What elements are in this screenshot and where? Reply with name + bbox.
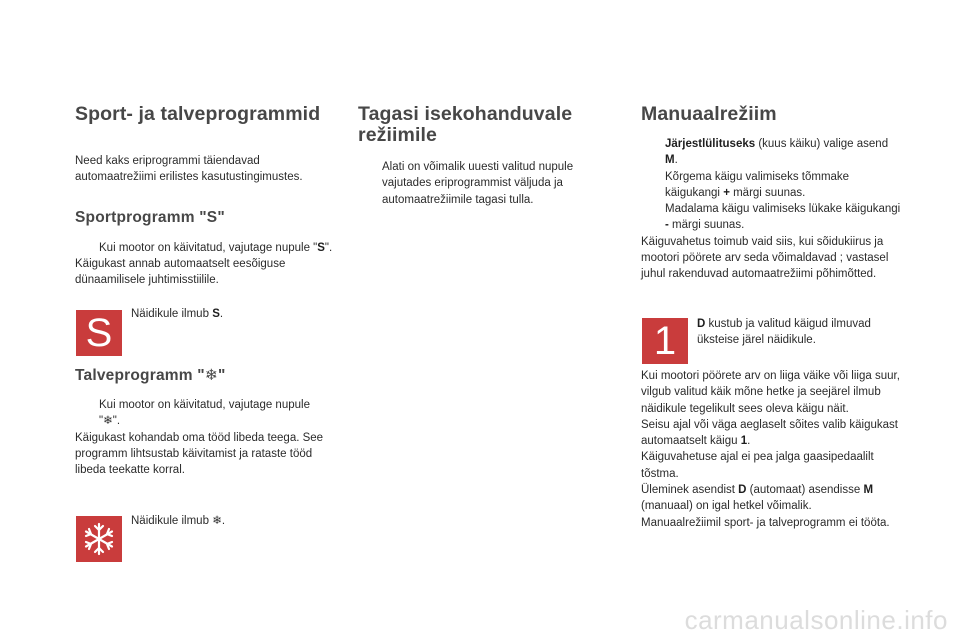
intro-text: Need kaks eriprogrammi täiendavad automaatrežiimi erilistes kasutustingimustes. — [75, 155, 303, 184]
winter-indicator-tile — [76, 516, 122, 562]
sport-heading: Sportprogramm "S" — [75, 208, 225, 226]
gear-indicator-text: D kustub ja valitud käigud ilmuvad üksteise järel näidikule. — [697, 318, 871, 347]
watermark-text: carmanualsonline.info — [684, 605, 948, 635]
return-auto-bullet: Alati on võimalik uuesti valitud nupule vajutades eriprogrammist väljuda ja automaatrežiimile tagasi tulla. — [382, 161, 574, 206]
manual-bullet-2: Kõrgema käigu valimiseks tõmmake käigukangi + märgi suunas. — [665, 170, 850, 199]
winter-indicator-text: Näidikule ilmub ❄. — [131, 515, 226, 527]
section-title-manual: Manuaalrežiim — [641, 103, 777, 125]
snowflake-icon: ❄ — [103, 415, 113, 428]
manual-para-2c: Käiguvahetuse ajal ei pea jalga gaasipedaalilt tõstma. — [641, 451, 874, 480]
snowflake-icon: ❄ — [204, 367, 218, 384]
manual-details — [641, 368, 907, 531]
manual-bullet-3: Madalama käigu valimiseks lükake käigukangi - märgi suunas. — [665, 203, 901, 232]
winter-section — [75, 367, 333, 478]
manual-para-2e: Manuaalrežiimil sport- ja talveprogramm ei tööta. — [641, 516, 890, 529]
section-title-sport-winter: Sport- ja talveprogrammid — [75, 103, 321, 125]
left-column — [75, 104, 333, 288]
gear-indicator-tile — [642, 318, 688, 364]
snowflake-icon — [81, 521, 117, 557]
sport-indicator-tile — [76, 310, 122, 356]
section-title-return-auto: Tagasi isekohanduvale režiimile — [358, 103, 573, 146]
gear-digit: 1 — [653, 319, 677, 363]
manual-para-2b: Seisu ajal või väga aeglaselt sõites valib käigukast automaatselt käigu 1. — [641, 418, 898, 448]
sport-s-letter: S — [85, 311, 113, 355]
manual-para-2a: Kui mootori pöörete arv on liiga väike või liiga suur, vilgub valitud käik mõne hetke ja seejärel ilmub näidikule tegelikult sees oleva käigu näit. — [641, 370, 900, 415]
manual-bullet-1: Järjestlülituseks (kuus käiku) valige asend M. — [665, 138, 889, 167]
winter-bullet: Kui mootor on käivitatud, vajutage nupule "❄". — [99, 399, 310, 428]
right-column — [641, 104, 903, 283]
manual-para-2d: Üleminek asendist D (automaat) asendisse M (manuaal) on igal hetkel võimalik. — [641, 484, 874, 513]
winter-text: Käigukast kohandab oma tööd libeda teega. See programm lihtsustab käivitamist ja rataste tööd libeda teekatte korral. — [75, 431, 324, 477]
snowflake-icon: ❄ — [212, 515, 222, 527]
sport-text: Käigukast annab automaatselt eesõiguse dünaamilisele juhtimisstiilile. — [75, 257, 286, 287]
sport-bullet: Kui mootor on käivitatud, vajutage nupule "S". — [99, 241, 333, 254]
manual-para-1: Käiguvahetus toimub vaid siis, kui sõidukiirus ja mootori pöörete arv seda võimaldavad ; vastasel juhul rakenduvad automaatrežiimi põhimõtted. — [641, 235, 889, 281]
winter-heading: Talveprogramm "❄" — [75, 367, 226, 384]
middle-column — [358, 104, 598, 208]
sport-indicator-text: Näidikule ilmub S. — [131, 308, 224, 320]
